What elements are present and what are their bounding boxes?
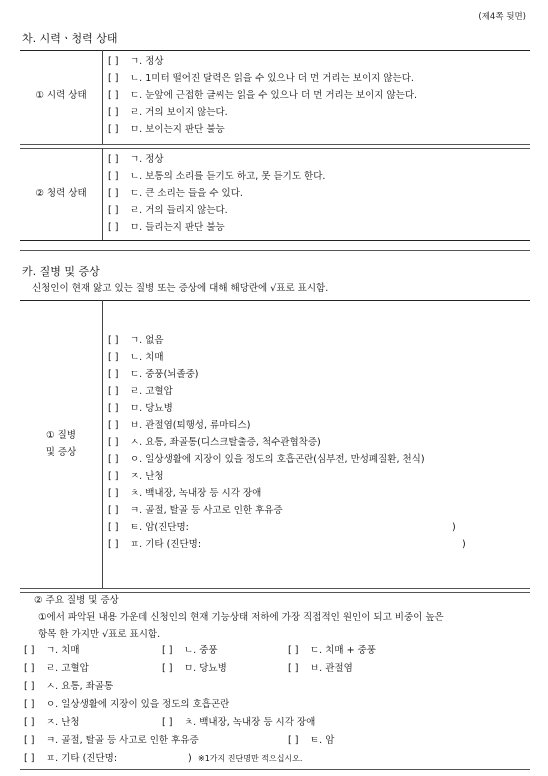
checkbox[interactable]: [ ] — [288, 663, 299, 674]
column-divider — [102, 50, 103, 144]
checkbox[interactable]: [ ] — [24, 735, 35, 746]
major-desc-line1: ①에서 파악된 내용 가운데 신청인의 현재 기능상태 저하에 가장 직접적인 원인이 되고 비중이 높은 — [38, 612, 444, 623]
checkbox[interactable]: [ ] — [108, 222, 119, 233]
close-paren: ) — [188, 753, 192, 764]
checkbox[interactable]: [ ] — [108, 539, 119, 550]
major-option[interactable]: [ ] ㅂ. 관절염 — [288, 661, 353, 677]
checkbox[interactable]: [ ] — [24, 681, 35, 692]
checkbox[interactable]: [ ] — [108, 403, 119, 414]
checkbox[interactable]: [ ] — [108, 420, 119, 431]
divider — [20, 50, 530, 51]
disease-option[interactable]: [ ] ㅁ. 당뇨병 — [108, 401, 173, 417]
checkbox[interactable]: [ ] — [108, 205, 119, 216]
disease-option-other[interactable]: [ ] ㅍ. 기타 (진단명: — [108, 537, 201, 553]
divider — [20, 588, 530, 589]
disease-option[interactable]: [ ] ㅅ. 요통, 좌골통(디스크탈출증, 척수관협착증) — [108, 435, 321, 451]
close-paren: ) — [452, 522, 456, 533]
page-note: (제4쪽 뒷면) — [478, 12, 526, 22]
divider — [20, 144, 530, 145]
checkbox[interactable]: [ ] — [108, 90, 119, 101]
close-paren: ) — [462, 539, 466, 550]
checkbox[interactable]: [ ] — [24, 717, 35, 728]
sight-option[interactable]: [ ] ㅁ. 보이는지 판단 불능 — [108, 122, 225, 138]
disease-option[interactable]: [ ] ㄱ. 없음 — [108, 333, 164, 349]
divider — [20, 240, 530, 241]
checkbox[interactable]: [ ] — [108, 437, 119, 448]
major-note: ※1가지 진단명만 적으십시오. — [198, 754, 303, 763]
checkbox[interactable]: [ ] — [288, 735, 299, 746]
major-option-other[interactable]: [ ] ㅍ. 기타 (진단명: — [24, 751, 117, 767]
major-option[interactable]: [ ] ㅊ. 백내장, 녹내장 등 시각 장애 — [162, 715, 315, 731]
sight-option[interactable]: [ ] ㄹ. 거의 보이지 않는다. — [108, 105, 228, 121]
major-option[interactable]: [ ] ㅋ. 골절, 탈골 등 사고로 인한 후유증 — [24, 733, 199, 749]
disease-option[interactable]: [ ] ㅇ. 일상생활에 지장이 있을 정도의 호흡곤란(심부전, 만성폐질환, 천식) — [108, 452, 425, 468]
divider — [20, 300, 530, 301]
major-option[interactable]: [ ] ㄴ. 중풍 — [162, 643, 218, 659]
checkbox[interactable]: [ ] — [108, 386, 119, 397]
checkbox[interactable]: [ ] — [24, 753, 35, 764]
checkbox[interactable]: [ ] — [108, 188, 119, 199]
major-option[interactable]: [ ] ㅈ. 난청 — [24, 715, 80, 731]
major-title: ② 주요 질병 및 증상 — [34, 595, 119, 606]
checkbox[interactable]: [ ] — [108, 522, 119, 533]
divider — [20, 148, 530, 149]
hearing-option[interactable]: [ ] ㄷ. 큰 소리는 들을 수 있다. — [108, 186, 243, 202]
checkbox[interactable]: [ ] — [108, 471, 119, 482]
column-divider — [102, 148, 103, 240]
major-option[interactable]: [ ] ㄹ. 고혈압 — [24, 661, 89, 677]
disease-instruction: 신청인이 현재 앓고 있는 질병 또는 증상에 대해 해당란에 √표로 표시함. — [32, 283, 329, 294]
column-divider — [102, 300, 103, 588]
checkbox[interactable]: [ ] — [24, 699, 35, 710]
checkbox[interactable]: [ ] — [108, 352, 119, 363]
checkbox[interactable]: [ ] — [108, 107, 119, 118]
checkbox[interactable]: [ ] — [108, 369, 119, 380]
disease-option-cancer[interactable]: [ ] ㅌ. 암(진단명: — [108, 520, 189, 536]
disease-option[interactable]: [ ] ㅊ. 백내장, 녹내장 등 시각 장애 — [108, 486, 261, 502]
checkbox[interactable]: [ ] — [108, 505, 119, 516]
disease-option[interactable]: [ ] ㅂ. 관절염(퇴행성, 류마티스) — [108, 418, 250, 434]
major-option[interactable]: [ ] ㅇ. 일상생활에 지장이 있을 정도의 호흡곤란 — [24, 697, 229, 713]
checkbox[interactable]: [ ] — [108, 171, 119, 182]
checkbox[interactable]: [ ] — [108, 454, 119, 465]
checkbox[interactable]: [ ] — [108, 335, 119, 346]
disease-option[interactable]: [ ] ㅈ. 난청 — [108, 469, 164, 485]
disease-option[interactable]: [ ] ㄹ. 고혈압 — [108, 384, 173, 400]
checkbox[interactable]: [ ] — [288, 645, 299, 656]
major-option[interactable]: [ ] ㅅ. 요통, 좌골통 — [24, 679, 113, 695]
sight-option[interactable]: [ ] ㄴ. 1미터 떨어진 달력은 읽을 수 있으나 더 먼 거리는 보이지 않는다. — [108, 71, 414, 87]
hearing-option[interactable]: [ ] ㄹ. 거의 들리지 않는다. — [108, 203, 228, 219]
checkbox[interactable]: [ ] — [24, 645, 35, 656]
section-disease-title: 카. 질병 및 증상 — [22, 265, 100, 278]
checkbox[interactable]: [ ] — [108, 73, 119, 84]
disease-option[interactable]: [ ] ㄷ. 중풍(뇌졸중) — [108, 367, 199, 383]
major-desc-line2: 항목 한 가지만 √표로 표시함. — [38, 629, 161, 640]
checkbox[interactable]: [ ] — [108, 154, 119, 165]
checkbox[interactable]: [ ] — [162, 645, 173, 656]
checkbox[interactable]: [ ] — [24, 663, 35, 674]
checkbox[interactable]: [ ] — [162, 717, 173, 728]
hearing-option[interactable]: [ ] ㄴ. 보통의 소리를 듣기도 하고, 못 듣기도 한다. — [108, 169, 325, 185]
disease-label: 및 증상 — [45, 447, 77, 458]
hearing-option[interactable]: [ ] ㄱ. 정상 — [108, 152, 164, 168]
checkbox[interactable]: [ ] — [108, 124, 119, 135]
checkbox[interactable]: [ ] — [108, 56, 119, 67]
sight-label: ① 시력 상태 — [35, 90, 87, 101]
hearing-option[interactable]: [ ] ㅁ. 들리는지 판단 불능 — [108, 220, 225, 236]
divider — [20, 769, 530, 770]
major-option[interactable]: [ ] ㅌ. 암 — [288, 733, 334, 749]
hearing-label: ② 청력 상태 — [35, 188, 87, 199]
disease-option[interactable]: [ ] ㄴ. 치매 — [108, 350, 164, 366]
major-option[interactable]: [ ] ㄱ. 치매 — [24, 643, 80, 659]
major-option[interactable]: [ ] ㄷ. 치매 + 중풍 — [288, 643, 376, 659]
section-vision-title: 차. 시력ㆍ청력 상태 — [22, 32, 118, 45]
disease-label: ① 질병 — [46, 430, 76, 441]
disease-option[interactable]: [ ] ㅋ. 골절, 탈골 등 사고로 인한 후유증 — [108, 503, 283, 519]
divider — [20, 250, 530, 251]
sight-option[interactable]: [ ] ㄷ. 눈앞에 근접한 글씨는 읽을 수 있으나 더 먼 거리는 보이지 않는다. — [108, 88, 417, 104]
checkbox[interactable]: [ ] — [162, 663, 173, 674]
major-option[interactable]: [ ] ㅁ. 당뇨병 — [162, 661, 227, 677]
checkbox[interactable]: [ ] — [108, 488, 119, 499]
sight-option[interactable]: [ ] ㄱ. 정상 — [108, 54, 164, 70]
